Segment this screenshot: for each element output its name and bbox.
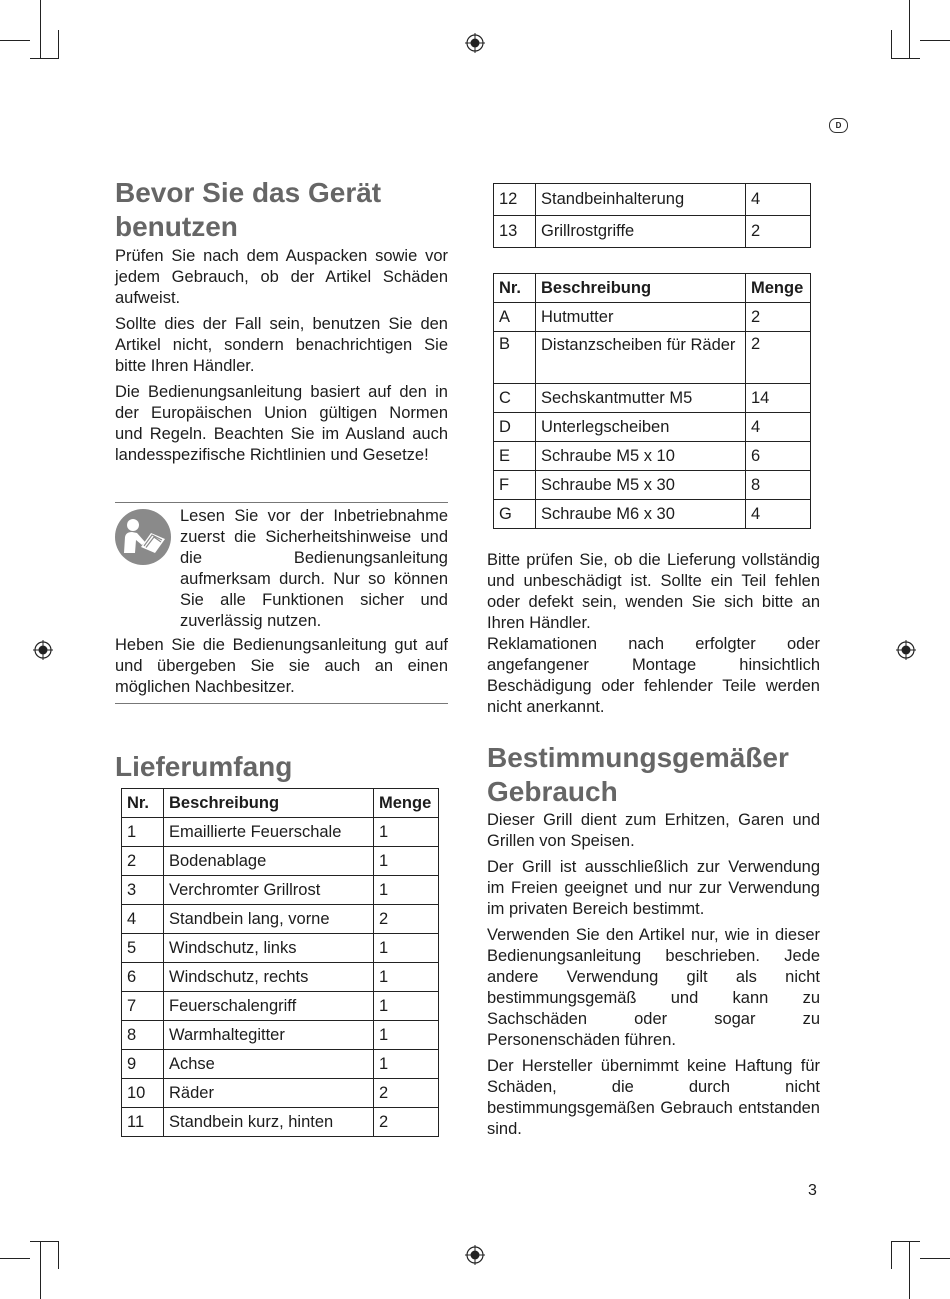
table-row — [122, 1079, 439, 1108]
table-row — [122, 905, 439, 934]
section-title: Bevor Sie das Gerät benutzen — [115, 177, 382, 242]
read-manual-icon — [115, 509, 171, 565]
table-row — [494, 216, 811, 248]
section-intended-use — [487, 741, 820, 1145]
table-row — [494, 471, 811, 500]
crop-mark — [30, 1241, 59, 1242]
table-row — [122, 1021, 439, 1050]
table-row — [122, 818, 439, 847]
crop-mark — [909, 1241, 910, 1299]
paragraph: Bitte prüfen Sie, ob die Lieferung vollständig und unbeschädigt ist. Sollte ein Teil fehlen oder defekt sein, wenden Sie sich bitte an Ihren Händler. — [487, 551, 820, 632]
table-row — [122, 963, 439, 992]
table-cell: 4 — [122, 905, 164, 934]
table-cell: 8 — [746, 471, 811, 500]
table-header-row — [122, 789, 439, 818]
crop-mark — [0, 1258, 30, 1259]
table-row — [494, 184, 811, 216]
crop-mark — [909, 0, 910, 58]
table-row — [122, 934, 439, 963]
table-cell: 1 — [374, 1021, 439, 1050]
table-row — [494, 413, 811, 442]
parts-table — [121, 788, 439, 1137]
table-cell: F — [494, 471, 536, 500]
table-header-row — [494, 274, 811, 303]
paragraph: Dieser Grill dient zum Erhitzen, Garen und Grillen von Speisen. — [487, 811, 820, 850]
paragraph: Die Bedienungsanleitung basiert auf den in der Europäischen Union gültigen Normen und Regeln. Beachten Sie im Ausland auch landesspezifische Richtlinien und Gesetze! — [115, 383, 448, 464]
crop-mark — [0, 40, 30, 41]
table-cell: 4 — [746, 184, 811, 216]
table-row — [494, 442, 811, 471]
table-cell: 1 — [374, 992, 439, 1021]
table-cell: Warmhaltegitter — [164, 1021, 374, 1050]
header-cell: Menge — [746, 274, 811, 303]
page-number: 3 — [808, 1182, 817, 1199]
crop-mark — [40, 0, 41, 58]
table-cell: Grillrostgriffe — [536, 216, 746, 248]
crop-mark — [920, 40, 950, 41]
safety-note — [115, 502, 448, 704]
language-badge: D — [829, 118, 848, 133]
table-cell: 2 — [746, 216, 811, 248]
table-cell: 1 — [374, 847, 439, 876]
table-cell: Schraube M5 x 30 — [536, 471, 746, 500]
registration-mark-icon — [465, 33, 485, 53]
section-title: Lieferumfang — [115, 751, 293, 782]
table-row — [494, 384, 811, 413]
paragraph: Der Hersteller übernimmt keine Haftung für Schäden, die durch nicht bestimmungsgemäßen Gebrauch entstanden sind. — [487, 1057, 820, 1138]
table-cell: 4 — [746, 500, 811, 529]
table-row — [122, 1050, 439, 1079]
table-cell: Schraube M5 x 10 — [536, 442, 746, 471]
small-parts-table — [493, 273, 811, 529]
crop-mark — [891, 58, 920, 59]
table-cell: Schraube M6 x 30 — [536, 500, 746, 529]
table-cell: Unterlegscheiben — [536, 413, 746, 442]
table-cell: 2 — [374, 1079, 439, 1108]
table-cell: 2 — [746, 332, 811, 384]
table-cell: 1 — [374, 876, 439, 905]
table-cell: 2 — [746, 303, 811, 332]
table-cell: 1 — [374, 818, 439, 847]
table-cell: 1 — [122, 818, 164, 847]
table-row — [494, 303, 811, 332]
crop-mark — [891, 1241, 892, 1269]
table-cell: Windschutz, rechts — [164, 963, 374, 992]
table-cell: Standbeinhalterung — [536, 184, 746, 216]
table-row — [122, 876, 439, 905]
table-cell: 7 — [122, 992, 164, 1021]
table-cell: 2 — [122, 847, 164, 876]
table-cell: Windschutz, links — [164, 934, 374, 963]
crop-mark — [58, 1241, 59, 1269]
paragraph: Prüfen Sie nach dem Auspacken sowie vor jedem Gebrauch, ob der Artikel Schäden aufweist. — [115, 247, 448, 307]
table-cell: A — [494, 303, 536, 332]
paragraph: Verwenden Sie den Artikel nur, wie in dieser Bedienungsanleitung beschrieben. Jede andere Verwendung gilt als nicht bestimmungsgemäß und kann zu Sachschäden oder sogar zu Personenschäden führen. — [487, 926, 820, 1049]
paragraph: Sollte dies der Fall sein, benutzen Sie den Artikel nicht, sondern benachrichtigen Sie bitte Ihren Händler. — [115, 315, 448, 375]
table-cell: Räder — [164, 1079, 374, 1108]
paragraph: Reklamationen nach erfolgter oder angefangener Montage hinsichtlich Beschädigung oder fehlender Teile werden nicht anerkannt. — [487, 635, 820, 716]
table-cell: Distanzscheiben für Räder — [536, 332, 746, 384]
table-cell: 2 — [374, 1108, 439, 1137]
table-cell: 12 — [494, 184, 536, 216]
table-cell: 1 — [374, 1050, 439, 1079]
table-cell: C — [494, 384, 536, 413]
table-cell: 6 — [746, 442, 811, 471]
table-cell: Achse — [164, 1050, 374, 1079]
table-cell: 6 — [122, 963, 164, 992]
header-cell: Beschreibung — [164, 789, 374, 818]
table-row — [122, 992, 439, 1021]
crop-mark — [40, 1241, 41, 1299]
paragraph: Der Grill ist ausschließlich zur Verwendung im Freien geeignet und nur zur Verwendung im privaten Bereich bestimmt. — [487, 858, 820, 918]
crop-mark — [891, 30, 892, 58]
table-cell: B — [494, 332, 536, 384]
header-cell: Nr. — [494, 274, 536, 303]
delivery-check — [487, 550, 820, 723]
section-before-use — [115, 176, 448, 471]
table-row — [122, 847, 439, 876]
table-cell: Standbein kurz, hinten — [164, 1108, 374, 1137]
table-cell: 1 — [374, 963, 439, 992]
table-cell: 3 — [122, 876, 164, 905]
table-row — [494, 332, 811, 384]
table-cell: 8 — [122, 1021, 164, 1050]
table-cell: Emaillierte Feuerschale — [164, 818, 374, 847]
crop-mark — [891, 1241, 920, 1242]
table-cell: 2 — [374, 905, 439, 934]
table-cell: 9 — [122, 1050, 164, 1079]
registration-mark-icon — [33, 640, 53, 660]
header-cell: Menge — [374, 789, 439, 818]
table-cell: Standbein lang, vorne — [164, 905, 374, 934]
header-cell: Beschreibung — [536, 274, 746, 303]
parts-table-continued — [493, 183, 811, 248]
table-cell: Feuerschalengriff — [164, 992, 374, 1021]
table-cell: 13 — [494, 216, 536, 248]
table-row — [122, 1108, 439, 1137]
table-cell: 10 — [122, 1079, 164, 1108]
header-cell: Nr. — [122, 789, 164, 818]
section-title: Bestimmungsgemäßer Gebrauch — [487, 742, 789, 807]
crop-mark — [920, 1258, 950, 1259]
note-text: Lesen Sie vor der Inbetriebnahme zuerst die Sicherheitshinweise und die Bedienungsanleitung aufmerksam durch. Nur so können Sie alle Funktionen sicher und zuverlässig nutzen. — [180, 507, 448, 630]
table-cell: Verchromter Grillrost — [164, 876, 374, 905]
table-cell: D — [494, 413, 536, 442]
table-cell: Bodenablage — [164, 847, 374, 876]
table-cell: 5 — [122, 934, 164, 963]
table-row — [494, 500, 811, 529]
registration-mark-icon — [465, 1245, 485, 1265]
table-cell: G — [494, 500, 536, 529]
table-cell: 1 — [374, 934, 439, 963]
table-cell: E — [494, 442, 536, 471]
table-cell: Hutmutter — [536, 303, 746, 332]
registration-mark-icon — [896, 640, 916, 660]
crop-mark — [30, 58, 59, 59]
table-cell: 11 — [122, 1108, 164, 1137]
paragraph: Heben Sie die Bedienungsanleitung gut auf und übergeben Sie sie auch an einen möglichen Nachbesitzer. — [115, 636, 448, 696]
crop-mark — [58, 30, 59, 58]
table-cell: Sechskantmutter M5 — [536, 384, 746, 413]
table-cell: 14 — [746, 384, 811, 413]
table-cell: 4 — [746, 413, 811, 442]
